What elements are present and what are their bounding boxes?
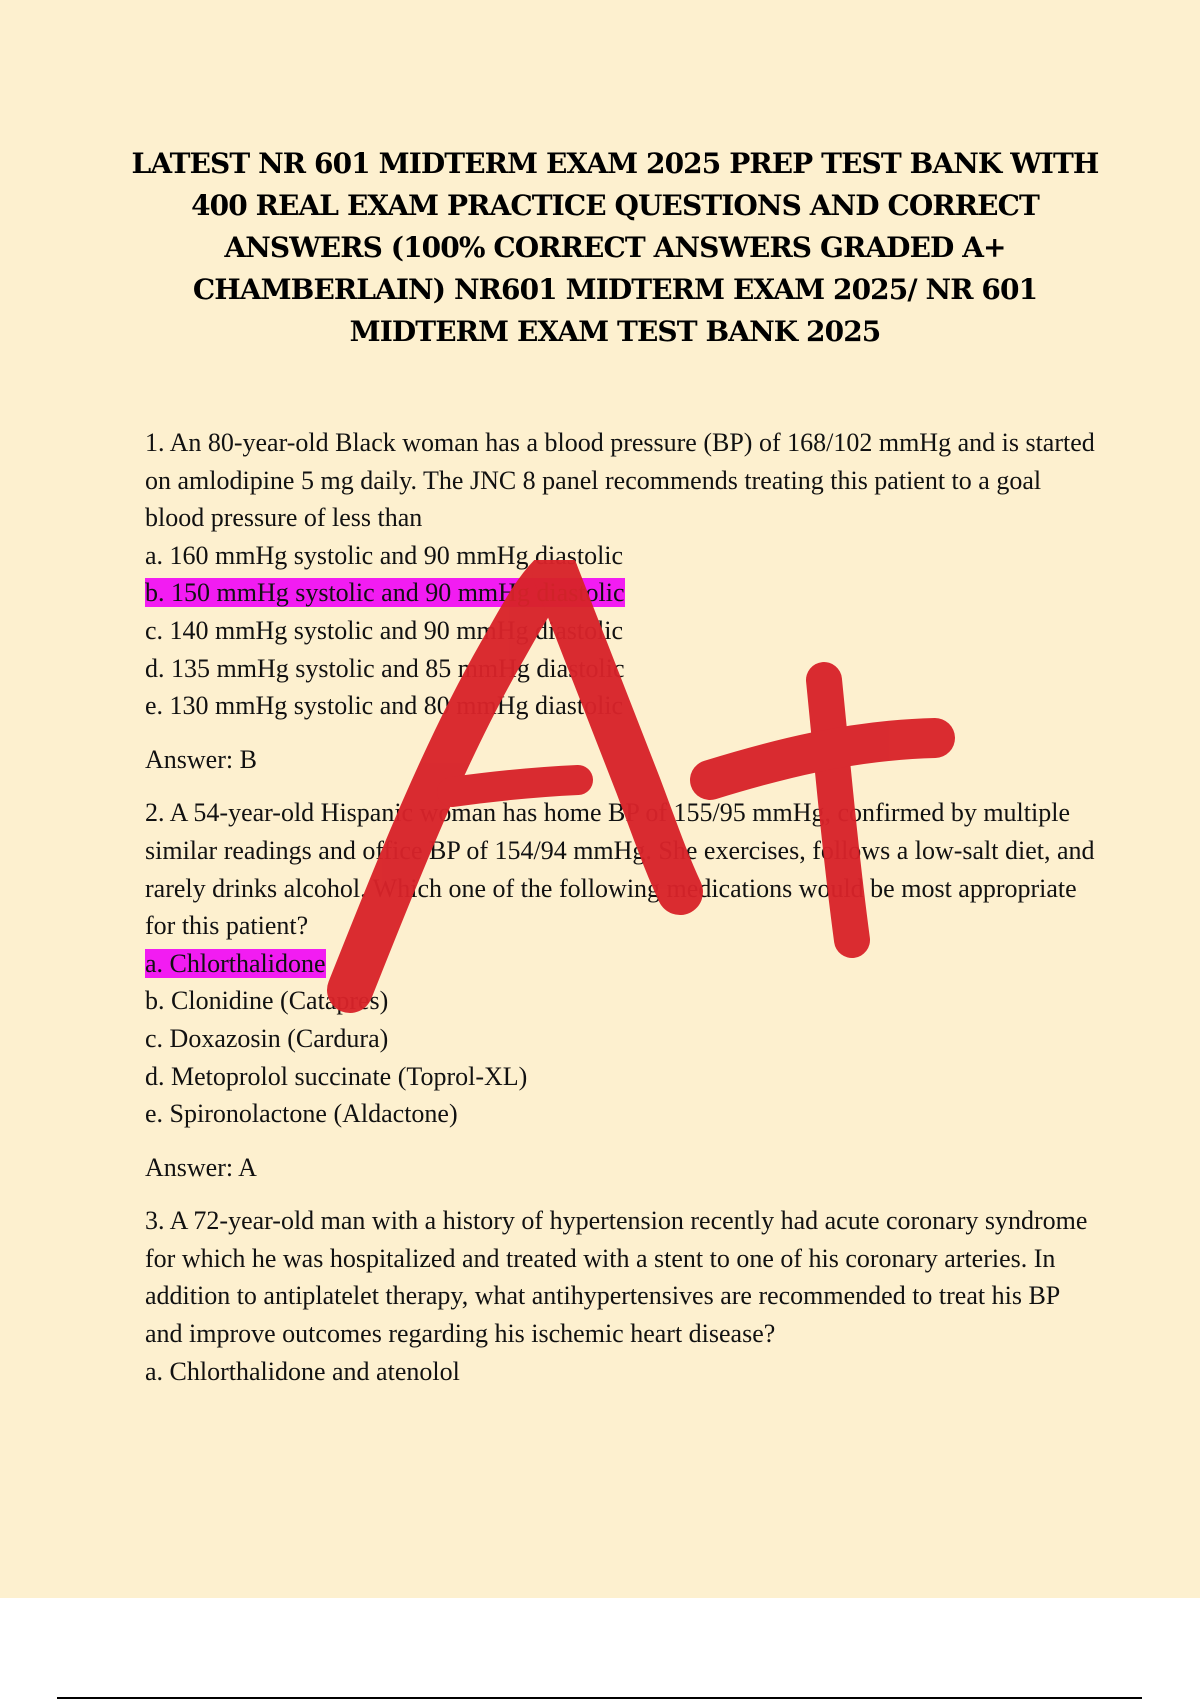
option-c: c. Doxazosin (Cardura) (145, 1023, 389, 1053)
option-list (145, 537, 1095, 725)
option-d: d. 135 mmHg systolic and 85 mmHg diastolic (145, 653, 625, 683)
option-b: b. Clonidine (Catapres) (145, 986, 389, 1016)
option-list (145, 945, 1095, 1133)
option-e: e. 130 mmHg systolic and 80 mmHg diastolic (145, 691, 624, 721)
option-b-correct (145, 574, 1095, 612)
question-text: 2. A 54-year-old Hispanic woman has home BP of 155/95 mmHg, confirmed by multiple similar readings and office BP of 154/94 mmHg. She exercises, follows a low-salt diet, and rarely drinks alcohol. Which one of the following medications would be most appropriate for this patient? (145, 798, 1095, 941)
question-3 (145, 1202, 1095, 1390)
question-1 (145, 424, 1095, 778)
answer-key: Answer: B (145, 744, 257, 774)
option-c: c. 140 mmHg systolic and 90 mmHg diastolic (145, 615, 624, 645)
answer-key: Answer: A (145, 1152, 257, 1182)
option-list (145, 1353, 1095, 1391)
highlighted-answer: b. 150 mmHg systolic and 90 mmHg diastolic (145, 578, 625, 608)
page-divider (57, 1697, 1142, 1699)
question-2 (145, 794, 1095, 1186)
highlighted-answer: a. Chlorthalidone (145, 948, 326, 978)
question-text: 3. A 72-year-old man with a history of hypertension recently had acute coronary syndrome for which he was hospitalized and treated with a stent to one of his coronary arteries. In addition to antiplatelet therapy, what antihypertensives are recommended to treat his BP and improve outcomes regarding his ischemic heart disease? (145, 1206, 1088, 1349)
document-body (145, 424, 1095, 1390)
document-title: LATEST NR 601 MIDTERM EXAM 2025 PREP TEST BANK WITH 400 REAL EXAM PRACTICE QUESTIONS AND CORRECT ANSWERS (100% CORRECT ANSWERS GRADED A+ CHAMBERLAIN) NR601 MIDTERM EXAM 2025/ NR 601 MIDTERM EXAM TEST BANK 2025 (131, 147, 1099, 348)
option-e: e. Spironolactone (Aldactone) (145, 1099, 458, 1129)
option-d: d. Metoprolol succinate (Toprol-XL) (145, 1061, 528, 1091)
option-a-correct (145, 945, 1095, 983)
option-a: a. Chlorthalidone and atenolol (145, 1356, 460, 1386)
option-a: a. 160 mmHg systolic and 90 mmHg diastolic (145, 540, 624, 570)
question-text: 1. An 80-year-old Black woman has a blood pressure (BP) of 168/102 mmHg and is started on amlodipine 5 mg daily. The JNC 8 panel recommends treating this patient to a goal blood pressure of less than (145, 428, 1095, 533)
